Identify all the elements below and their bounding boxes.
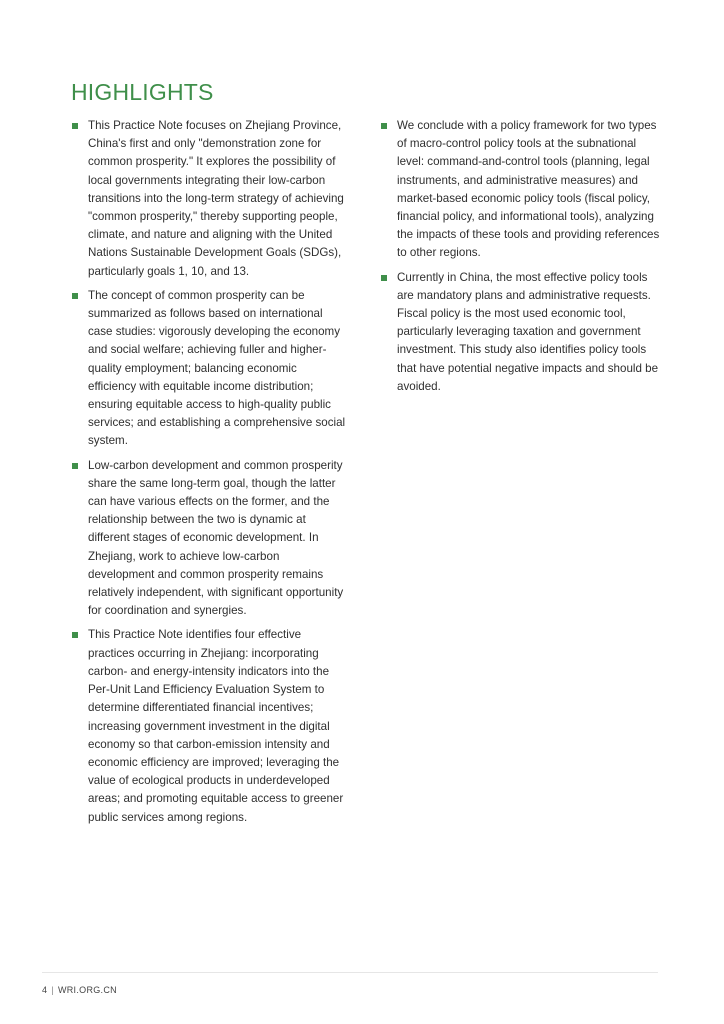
page-footer xyxy=(42,985,117,995)
highlight-item xyxy=(380,269,662,396)
square-bullet-icon xyxy=(381,123,387,129)
highlight-item xyxy=(71,457,347,621)
highlight-text: This Practice Note identifies four effective practices occurring in Zhejiang: incorporating carbon- and energy-intensity indicators into the Per-Unit Land Efficiency Evaluation System to determine differentiated financial incentives; increasing government investment in the digital economy so that carbon-emission intensity and economic efficiency are improved; leveraging the value of ecological products in underdeveloped areas; and promoting equitable access to greener public services among regions. xyxy=(88,628,344,824)
square-bullet-icon xyxy=(72,632,78,638)
highlight-text: Currently in China, the most effective policy tools are mandatory plans and administrative requests. Fiscal policy is the most used economic tool, particularly leveraging taxation and government investment. This study also identifies policy tools that have potential negative impacts and should be avoided. xyxy=(397,270,659,393)
footer-separator: | xyxy=(51,985,54,995)
footer-divider xyxy=(42,972,658,973)
highlight-item xyxy=(71,117,347,281)
highlights-left-column xyxy=(71,117,347,833)
highlight-text: We conclude with a policy framework for two types of macro-control policy tools at the subnational level: command-and-control tools (planning, legal instruments, and administrative measures) and market-based economic policy tools (fiscal policy, financial policy, and informational tools), analyzing the impacts of these tools and providing references to other regions. xyxy=(397,119,660,260)
square-bullet-icon xyxy=(72,123,78,129)
page-number: 4 xyxy=(42,985,48,995)
highlight-item xyxy=(71,626,347,826)
highlight-text: This Practice Note focuses on Zhejiang Province, China's first and only "demonstration zone for common prosperity." It explores the possibility of local governments integrating their low-carbon transitions into the long-term strategy of achieving "common prosperity," thereby supporting people, climate, and nature and aligning with the United Nations Sustainable Development Goals (SDGs), particularly goals 1, 10, and 13. xyxy=(88,119,344,278)
footer-site-link[interactable]: WRI.ORG.CN xyxy=(57,985,117,995)
highlight-item xyxy=(380,117,662,263)
highlight-text: The concept of common prosperity can be summarized as follows based on international case studies: vigorously developing the economy and social welfare; achieving fuller and higher-quality employment; balancing economic efficiency with equitable income distribution; ensuring equitable access to high-quality public services; and establishing a comprehensive social system. xyxy=(88,288,346,448)
square-bullet-icon xyxy=(72,463,78,469)
square-bullet-icon xyxy=(381,275,387,281)
highlights-right-column xyxy=(380,117,662,402)
highlight-item xyxy=(71,287,347,451)
highlight-text: Low-carbon development and common prosperity share the same long-term goal, though the latter can have various effects on the former, and the relationship between the two is dynamic at different stages of economic development. In Zhejiang, work to achieve low-carbon development and common prosperity remains relatively independent, with significant opportunity for coordination and synergies. xyxy=(88,458,344,618)
page-heading: HIGHLIGHTS xyxy=(71,79,214,105)
square-bullet-icon xyxy=(72,293,78,299)
